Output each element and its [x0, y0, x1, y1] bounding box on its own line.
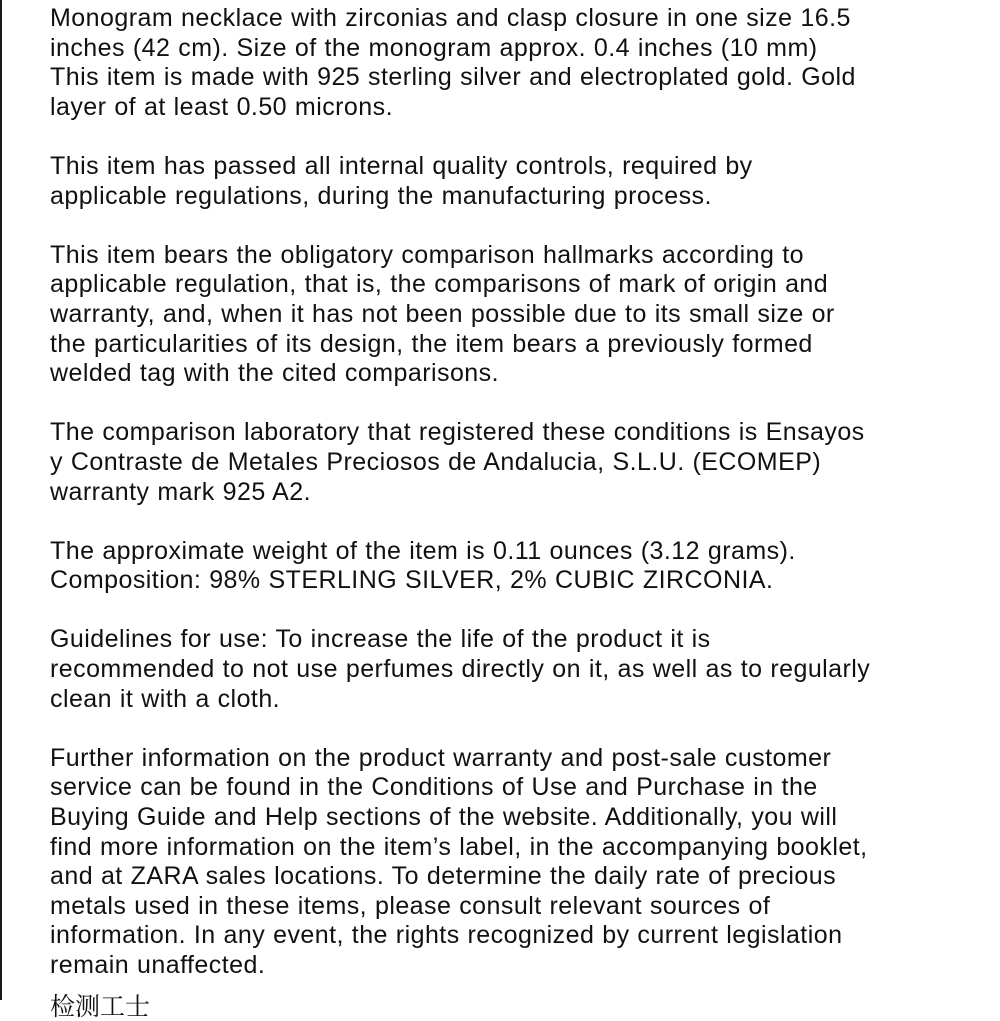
text-line: welded tag with the cited comparisons.: [50, 359, 499, 388]
text-line: applicable regulation, that is, the comparisons of mark of origin and: [50, 270, 829, 299]
text-line: Guidelines for use: To increase the life of the product it is: [50, 625, 711, 654]
text-line: service can be found in the Conditions of Use and Purchase in the: [50, 773, 818, 802]
text-line: metals used in these items, please consult relevant sources of: [50, 891, 771, 920]
text-line: remain unaffected.: [50, 951, 266, 979]
text-line: information. In any event, the rights recognized by current legislation: [50, 921, 843, 950]
text-line: warranty, and, when it has not been possible due to its small size or: [50, 299, 835, 328]
text-line: y Contraste de Metales Preciosos de Andalucia, S.L.U. (ECOMEP): [50, 447, 822, 476]
paragraph-hallmarks: [50, 241, 955, 389]
text-line: recommended to not use perfumes directly on it, as well as to regularly: [50, 655, 871, 684]
text-line: the particularities of its design, the item bears a previously formed: [50, 329, 813, 358]
text-line: inches (42 cm). Size of the monogram approx. 0.4 inches (10 mm): [50, 33, 818, 62]
text-line: The approximate weight of the item is 0.11 ounces (3.12 grams).: [50, 536, 796, 565]
text-line: layer of at least 0.50 microns.: [50, 92, 393, 121]
text-line: Composition: 98% STERLING SILVER, 2% CUBIC ZIRCONIA.: [50, 566, 774, 595]
cut-off-text: 检测工士: [50, 992, 151, 1021]
text-line: Buying Guide and Help sections of the website. Additionally, you will: [50, 803, 838, 832]
text-line: This item bears the obligatory comparison hallmarks according to: [50, 240, 804, 269]
paragraph-product-details: [50, 4, 955, 122]
text-line: Monogram necklace with zirconias and clasp closure in one size 16.5: [50, 4, 851, 32]
text-line: find more information on the item’s label, in the accompanying booklet,: [50, 832, 868, 861]
paragraph-guidelines: [50, 625, 955, 714]
text-line: This item is made with 925 sterling silver and electroplated gold. Gold: [50, 63, 856, 92]
paragraph-warranty-info: [50, 744, 955, 981]
text-line: Further information on the product warranty and post-sale customer: [50, 743, 832, 772]
product-description: [50, 4, 955, 1010]
text-line: and at ZARA sales locations. To determine the daily rate of precious: [50, 862, 837, 891]
cut-off-text-line: [50, 992, 151, 1021]
text-line: warranty mark 925 A2.: [50, 477, 312, 506]
paragraph-weight-composition: [50, 537, 955, 596]
text-line: clean it with a cloth.: [50, 684, 281, 713]
paragraph-quality-controls: [50, 152, 955, 211]
paragraph-laboratory: [50, 418, 955, 507]
left-border: [0, 0, 2, 1000]
text-line: The comparison laboratory that registered these conditions is Ensayos: [50, 418, 865, 447]
text-line: This item has passed all internal quality controls, required by: [50, 151, 753, 180]
text-line: applicable regulations, during the manufacturing process.: [50, 181, 712, 210]
